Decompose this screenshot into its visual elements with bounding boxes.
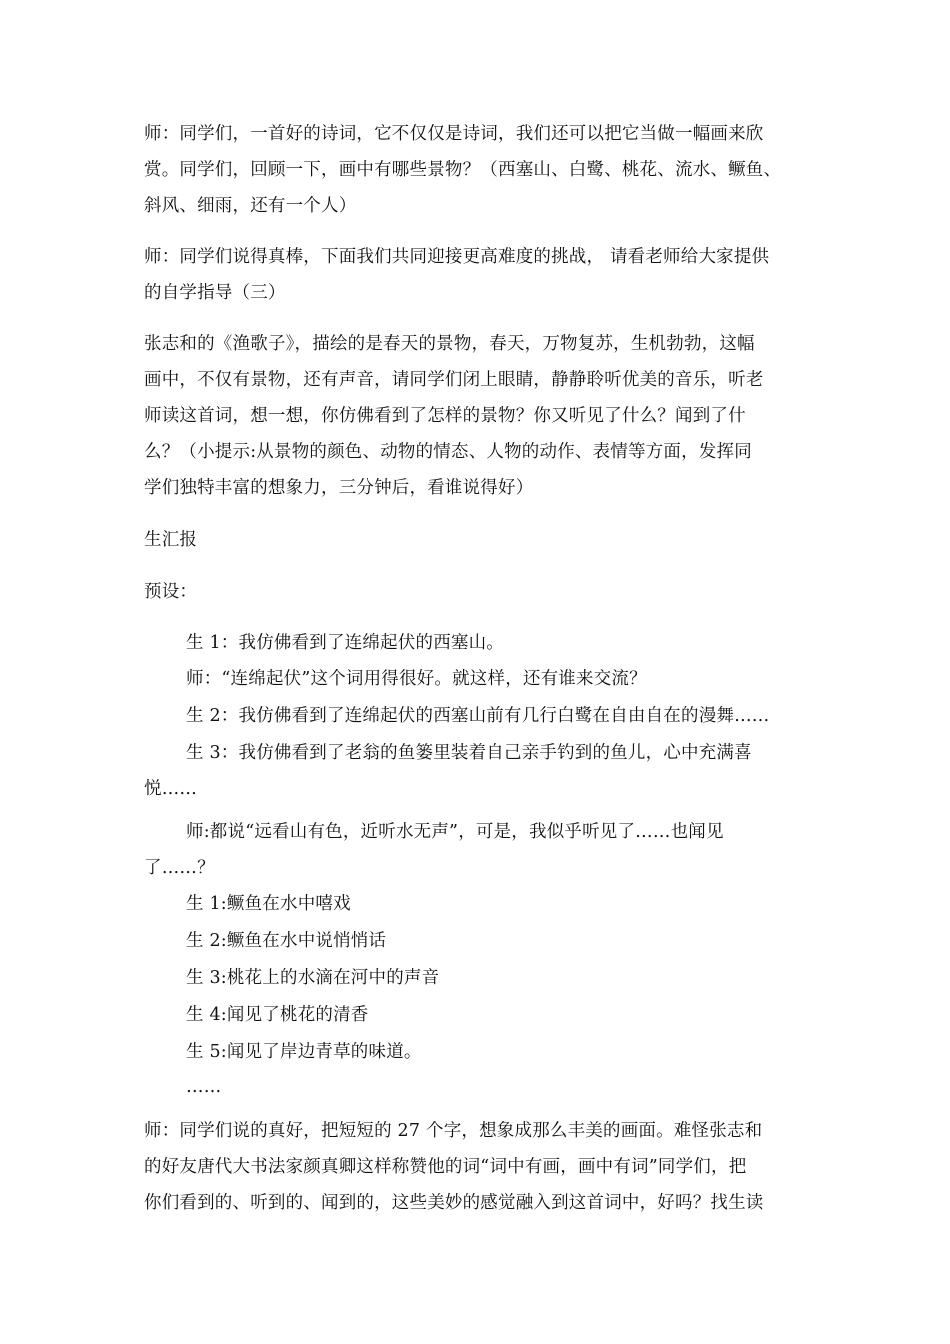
dialogue-line-7: 生 2:鳜鱼在水中说悄悄话 [186,931,387,951]
dialogue-line-5-continued: 了……？ [144,858,215,878]
paragraph-3-line-2: 画中，不仅有景物，还有声音，请同学们闭上眼睛，静静聆听优美的音乐，听老 [144,370,764,390]
paragraph-3-line-4: 么？（小提示:从景物的颜色、动物的情态、人物的动作、表情等方面，发挥同 [144,442,752,462]
dialogue-line-8: 生 3:桃花上的水滴在河中的声音 [186,968,440,988]
paragraph-3-line-5: 学们独特丰富的想象力，三分钟后，看谁说得好） [144,478,534,498]
preset-heading: 预设： [144,582,198,602]
paragraph-1-line-2: 赏。同学们，回顾一下，画中有哪些景物？（西塞山、白鹭、桃花、流水、鳜鱼、 [144,160,782,180]
dialogue-line-4: 生 3：我仿佛看到了老翁的鱼篓里装着自己亲手钓到的鱼儿，心中充满喜 [186,743,752,763]
paragraph-4-line-1: 师：同学们说的真好，把短短的 27 个字，想象成那么丰美的画面。难怪张志和 [144,1121,763,1141]
paragraph-2-line-1: 师：同学们说得真棒，下面我们共同迎接更高难度的挑战， 请看老师给大家提供 [144,247,770,267]
dialogue-line-4-continued: 悦…… [144,779,198,799]
dialogue-line-2: 师：“连绵起伏”这个词用得很好。就这样，还有谁来交流？ [186,669,647,689]
paragraph-4-line-2: 的好友唐代大书法家颜真卿这样称赞他的词“词中有画，画中有词”同学们，把 [144,1157,747,1177]
paragraph-2-line-2: 的自学指导（三） [144,283,286,303]
dialogue-line-6: 生 1:鳜鱼在水中嘻戏 [186,894,351,914]
paragraph-3-line-1: 张志和的《渔歌子》，描绘的是春天的景物，春天，万物复苏，生机勃勃，这幅 [144,334,755,354]
dialogue-line-5: 师:都说“远看山有色，近听水无声”，可是，我似乎听见了……也闻见 [186,822,724,842]
paragraph-1-line-1: 师：同学们，一首好的诗词，它不仅仅是诗词，我们还可以把它当做一幅画来欣 [144,124,764,144]
dialogue-line-10: 生 5:闻见了岸边青草的味道。 [186,1042,422,1062]
dialogue-line-1: 生 1：我仿佛看到了连绵起伏的西塞山。 [186,633,504,653]
dialogue-ellipsis: …… [186,1077,222,1097]
paragraph-3-line-3: 师读这首词，想一想，你仿佛看到了怎样的景物？你又听见了什么？闻到了什 [144,406,746,426]
report-heading: 生汇报 [144,530,198,550]
paragraph-1-line-3: 斜风、细雨，还有一个人） [144,196,357,216]
dialogue-line-3: 生 2：我仿佛看到了连绵起伏的西塞山前有几行白鹭在自由自在的漫舞…… [186,706,770,726]
dialogue-line-9: 生 4:闻见了桃花的清香 [186,1005,369,1025]
paragraph-4-line-3: 你们看到的、听到的、闻到的，这些美妙的感觉融入到这首词中，好吗？找生读 [144,1193,764,1213]
